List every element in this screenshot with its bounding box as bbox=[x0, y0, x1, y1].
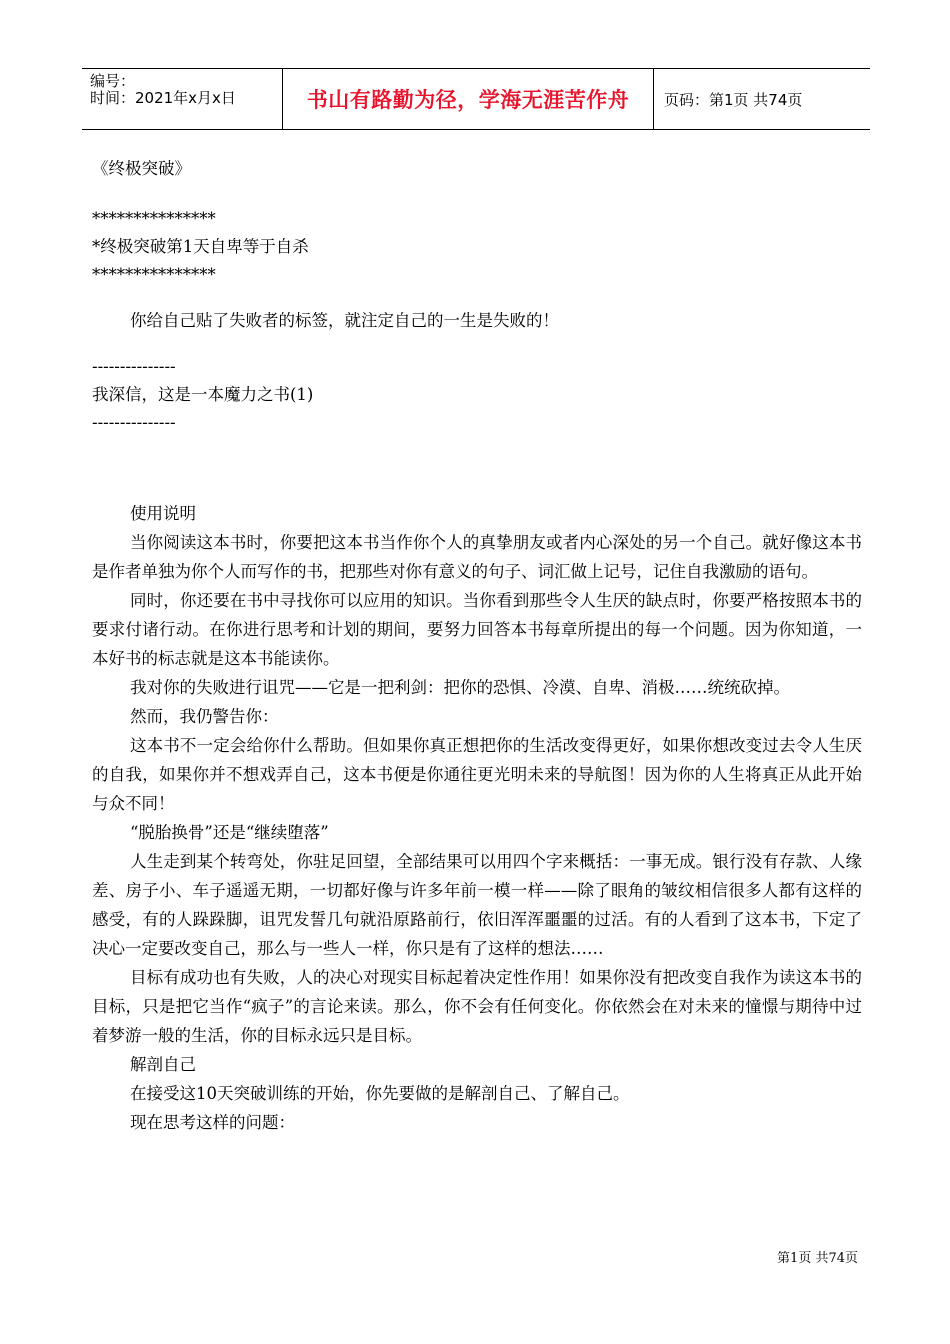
header-motto: 书山有路勤为径，学海无涯苦作舟 bbox=[282, 69, 654, 129]
header-page-label: 页码：第1页 共74页 bbox=[664, 90, 803, 109]
chapter-title: *终极突破第1天自卑等于自杀 bbox=[92, 237, 309, 256]
paragraph: 这本书不一定会给你什么帮助。但如果你真正想把你的生活改变得更好，如果你想改变过去令人生厌的自我，如果你并不想戏弄自己，这本书便是你通往更光明未来的导航图！因为你的人生将真正从此开始与众不同！ bbox=[92, 736, 862, 813]
document-body bbox=[92, 155, 862, 1137]
book-title: 《终极突破》 bbox=[92, 159, 191, 178]
paragraph: 同时，你还要在书中寻找你可以应用的知识。当你看到那些令人生厌的缺点时，你要严格按照本书的要求付诸行动。在你进行思考和计划的期间，要努力回答本书每章所提出的每一个问题。因为你知道，一本好书的标志就是这本书能读你。 bbox=[92, 591, 862, 668]
paragraph-subheading: “脱胎换骨”还是“继续堕落” bbox=[130, 823, 329, 842]
section-title: 我深信，这是一本魔力之书(1) bbox=[92, 385, 314, 404]
page-header bbox=[82, 68, 870, 130]
paragraph: 然而，我仍警告你： bbox=[130, 707, 279, 726]
paragraph: 现在思考这样的问题： bbox=[130, 1113, 295, 1132]
stars-divider-bottom: *************** bbox=[92, 265, 216, 284]
time-label: 时间：2021年x月x日 bbox=[90, 89, 236, 107]
page-footer-number: 第1页 共74页 bbox=[777, 1251, 858, 1266]
chapter-quote: 你给自己贴了失败者的标签，就注定自己的一生是失败的！ bbox=[130, 311, 559, 330]
dash-divider-bottom: --------------- bbox=[92, 413, 176, 432]
serial-number-label: 编号： bbox=[90, 72, 136, 90]
paragraph: 在接受这10天突破训练的开始，你先要做的是解剖自己、了解自己。 bbox=[130, 1084, 630, 1103]
paragraph: 当你阅读这本书时，你要把这本书当作你个人的真挚朋友或者内心深处的另一个自己。就好像这本书是作者单独为你个人而写作的书，把那些对你有意义的句子、词汇做上记号，记住自我激励的语句。 bbox=[92, 533, 862, 581]
paragraph-subheading: 解剖自己 bbox=[130, 1055, 196, 1074]
header-meta bbox=[82, 69, 282, 129]
paragraph: 人生走到某个转弯处，你驻足回望，全部结果可以用四个字来概括：一事无成。银行没有存款、人缘差、房子小、车子遥遥无期，一切都好像与许多年前一模一样——除了眼角的皱纹相信很多人都有这样的感受，有的人跺跺脚，诅咒发誓几句就沿原路前行，依旧浑浑噩噩的过活。有的人看到了这本书，下定了决心一定要改变自己，那么与一些人一样，你只是有了这样的想法…… bbox=[92, 852, 862, 958]
paragraph: 我对你的失败进行诅咒——它是一把利剑：把你的恐惧、冷漠、自卑、消极……统统砍掉。 bbox=[130, 678, 790, 697]
dash-divider-top: --------------- bbox=[92, 357, 176, 376]
paragraph-usage-heading: 使用说明 bbox=[130, 504, 196, 523]
stars-divider-top: *************** bbox=[92, 209, 216, 228]
paragraph: 目标有成功也有失败，人的决心对现实目标起着决定性作用！如果你没有把改变自我作为读这本书的目标，只是把它当作“疯子”的言论来读。那么，你不会有任何变化。你依然会在对未来的憧憬与期待中过着梦游一般的生活，你的目标永远只是目标。 bbox=[92, 968, 862, 1045]
